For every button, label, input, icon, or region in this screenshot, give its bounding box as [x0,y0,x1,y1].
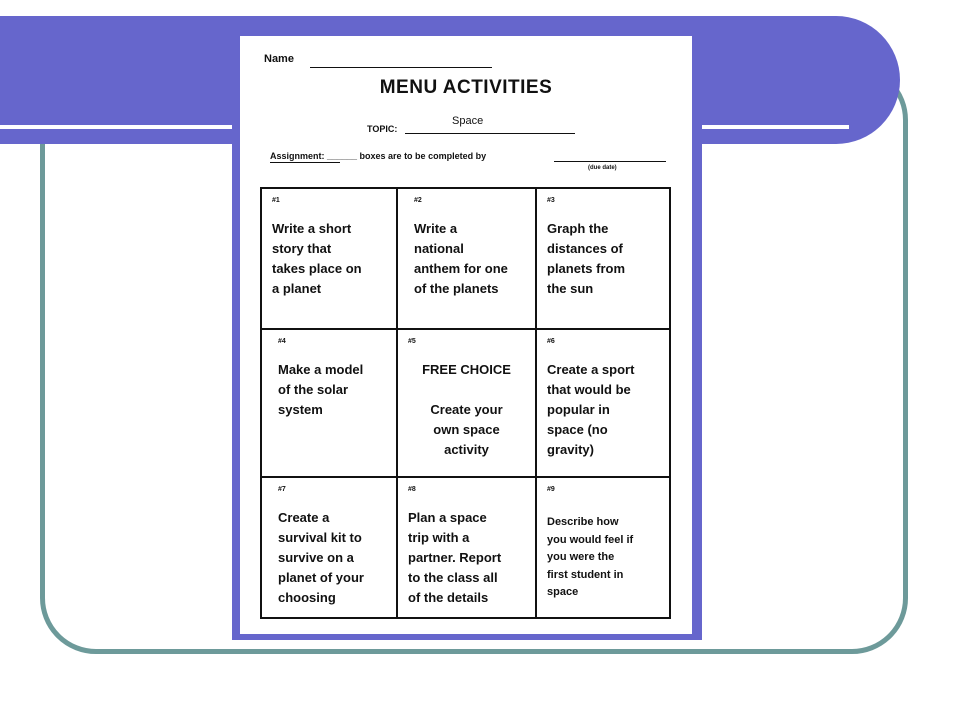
worksheet-paper [240,36,692,634]
assignment-underline [270,162,340,163]
cell-number: #9 [547,486,555,493]
topic-blank [405,133,575,134]
topic-label: TOPIC: [367,124,398,134]
cell-text: Create a sport that would be popular in space (no gravity) [547,362,635,457]
name-blank [310,67,492,68]
cell-text: Write a national anthem for one of the planets [414,221,508,296]
banner-divider-right [702,125,849,129]
activity-cell-7 [262,478,398,617]
activity-cell-2 [398,189,537,330]
activity-cell-5 [398,330,537,478]
due-date-blank [554,161,666,162]
banner-divider-left [0,125,232,129]
activity-cell-9 [537,478,669,617]
activity-cell-4 [262,330,398,478]
cell-number: #4 [278,338,286,345]
cell-number: #7 [278,486,286,493]
worksheet-title: MENU ACTIVITIES [379,77,553,98]
name-label: Name [264,53,294,65]
due-date-label: (due date) [588,165,617,171]
cell-text: Make a model of the solar system [278,362,364,417]
assignment-text: Assignment: ______ boxes are to be completed by [270,151,487,161]
cell-number: #6 [547,338,555,345]
activity-cell-1 [262,189,398,330]
cell-text: Plan a space trip with a partner. Report to the class all of the details [408,510,502,605]
worksheet-image [232,32,702,640]
cell-number: #3 [547,197,555,204]
cell-text: Graph the distances of planets from the sun [547,221,626,296]
activity-cell-3 [537,189,669,330]
activity-grid [260,187,671,619]
cell-text: Write a short story that takes place on a planet [272,221,362,296]
cell-text: Create a survival kit to survive on a planet of your choosing [278,510,364,605]
cell-number: #2 [414,197,422,204]
cell-text: FREE CHOICE Create your own space activity [422,362,511,457]
activity-cell-6 [537,330,669,478]
activity-cell-8 [398,478,537,617]
cell-number: #5 [408,338,416,345]
cell-number: #1 [272,197,280,204]
topic-value: Space [452,115,484,127]
cell-number: #8 [408,486,416,493]
cell-text: Describe how you would feel if you were the first student in space [547,516,634,598]
